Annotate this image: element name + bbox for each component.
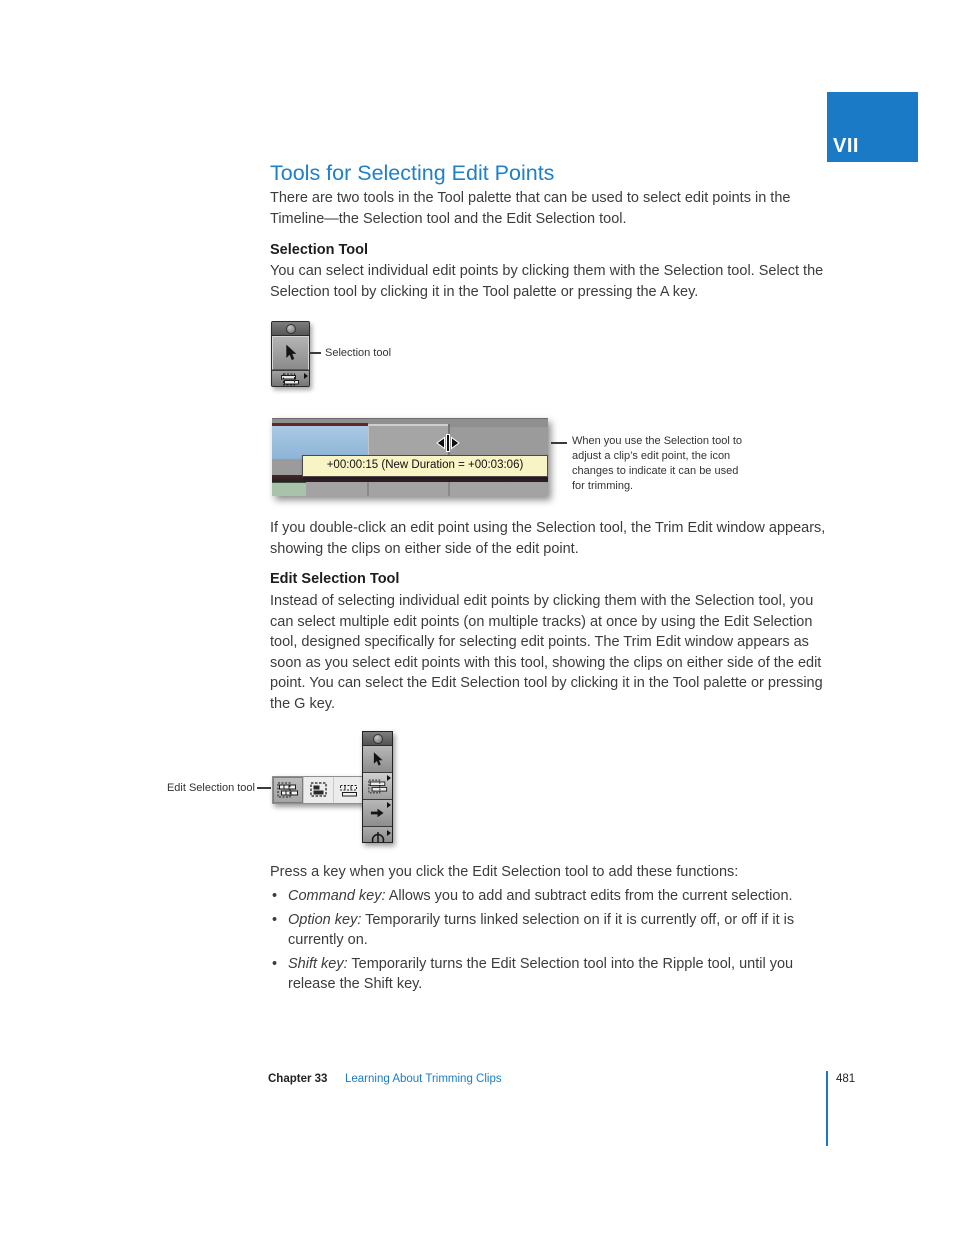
bullet-icon: • bbox=[272, 955, 278, 972]
palette-strip-handle bbox=[363, 732, 392, 746]
strip-cursor-arrow-icon bbox=[371, 751, 384, 768]
footer-chapter-link[interactable]: Learning About Trimming Clips bbox=[345, 1073, 502, 1085]
key-label: Option key: bbox=[288, 911, 362, 928]
page-title: Tools for Selecting Edit Points bbox=[270, 161, 555, 185]
strip-flyout-triangle-icon3 bbox=[387, 830, 391, 836]
bullet-icon: • bbox=[272, 911, 278, 928]
part-label: VII bbox=[833, 135, 859, 157]
figure3-callout-label: Edit Selection tool bbox=[166, 782, 255, 794]
key-text: Allows you to add and subtract edits from the current selection. bbox=[385, 888, 793, 904]
group-selection-tool-button bbox=[303, 777, 334, 803]
edit-selection-heading: Edit Selection Tool bbox=[270, 571, 400, 587]
figure2-callout-line bbox=[551, 442, 567, 444]
selection-tool-body: You can select individual edit points by clicking them with the Selection tool. Select the Selection tool by clicking it in the Tool palette or pressing the A key. bbox=[270, 263, 824, 300]
palette-handle bbox=[272, 322, 309, 336]
edit-selection-icon bbox=[277, 782, 299, 798]
keys-intro: Press a key when you click the Edit Selection tool to add these functions: bbox=[270, 864, 739, 880]
track-tool-icon bbox=[280, 373, 302, 386]
forward-arrow-icon bbox=[370, 807, 385, 819]
key-label: Shift key: bbox=[288, 955, 348, 972]
tool-palette-figure bbox=[271, 321, 310, 387]
palette-knob-icon bbox=[286, 324, 296, 334]
keys-list bbox=[272, 886, 824, 998]
figure2-callout-text: When you use the Selection tool to adjust a clip’s edit point, the icon changes to indicate it can be used for trimming. bbox=[572, 435, 742, 492]
strip-roll-tool-button bbox=[363, 800, 392, 827]
timeline-green-clip bbox=[272, 482, 306, 496]
part-tab bbox=[827, 92, 918, 162]
timeline-lower-track bbox=[272, 482, 548, 496]
intro-paragraph: There are two tools in the Tool palette that can be used to select edit points in the Timeline—the Selection tool and the Edit Selection tool. bbox=[270, 190, 791, 227]
cursor-arrow-icon bbox=[283, 343, 298, 363]
range-selection-tool-button bbox=[333, 777, 364, 803]
figure1-callout-label: Selection tool bbox=[325, 347, 392, 359]
figure1-callout-line bbox=[309, 352, 321, 354]
strip-selection-tool-button bbox=[363, 746, 392, 773]
strip-edit-selection-icon bbox=[368, 779, 388, 794]
selection-tool-button bbox=[272, 336, 309, 370]
trim-cursor-icon bbox=[436, 434, 460, 457]
list-item bbox=[272, 886, 824, 907]
strip-flyout-triangle-icon2 bbox=[387, 802, 391, 808]
list-item bbox=[272, 910, 824, 951]
range-selection-icon bbox=[338, 783, 360, 798]
tool-palette-strip bbox=[362, 731, 393, 843]
key-label: Command key: bbox=[288, 888, 386, 904]
timeline-figure bbox=[272, 418, 548, 496]
timeline-lower-cut-line bbox=[367, 482, 369, 496]
slip-tool-icon bbox=[370, 829, 386, 843]
key-text: Temporarily turns the Edit Selection tool into the Ripple tool, until you release the Shift key. bbox=[288, 955, 794, 992]
strip-flyout-triangle-icon bbox=[387, 775, 391, 781]
footer-chapter-label: Chapter 33 bbox=[268, 1073, 328, 1085]
key-text: Temporarily turns linked selection on if it is currently off, or off if it is currently on. bbox=[288, 911, 795, 948]
timeline-lower-cut-line2 bbox=[448, 482, 450, 496]
list-item bbox=[272, 954, 824, 995]
strip-edit-selection-button bbox=[363, 773, 392, 800]
edit-selection-tool-button bbox=[272, 370, 309, 387]
group-selection-icon bbox=[310, 782, 328, 798]
flyout-triangle-icon bbox=[304, 373, 308, 379]
figure3-callout-line bbox=[257, 787, 271, 789]
bullet-icon: • bbox=[272, 888, 278, 904]
page-number: 481 bbox=[836, 1073, 856, 1085]
strip-slip-tool-button bbox=[363, 827, 392, 843]
duration-tooltip: +00:00:15 (New Duration = +00:03:06) bbox=[302, 455, 548, 477]
edit-selection-tool-flyout-button bbox=[273, 777, 303, 803]
tool-flyout-panel bbox=[272, 776, 365, 804]
footer-divider bbox=[826, 1071, 828, 1146]
selection-tool-after: If you double-click an edit point using the Selection tool, the Trim Edit window appears, showing the clips on either side of the edit point. bbox=[270, 520, 826, 557]
edit-selection-body: Instead of selecting individual edit points by clicking them with the Selection tool, you can select multiple edit points (on multiple tracks) at once by using the Edit Selection tool, designed specifically for selecting edit points. The Trim Edit window appears as soon as you select edit points with this tool, showing the clips on either side of the edit point. You can select the Edit Selection tool by clicking it in the Tool palette or pressing the G key. bbox=[270, 593, 823, 712]
selection-tool-heading: Selection Tool bbox=[270, 242, 369, 258]
palette-strip-knob-icon bbox=[373, 734, 383, 744]
